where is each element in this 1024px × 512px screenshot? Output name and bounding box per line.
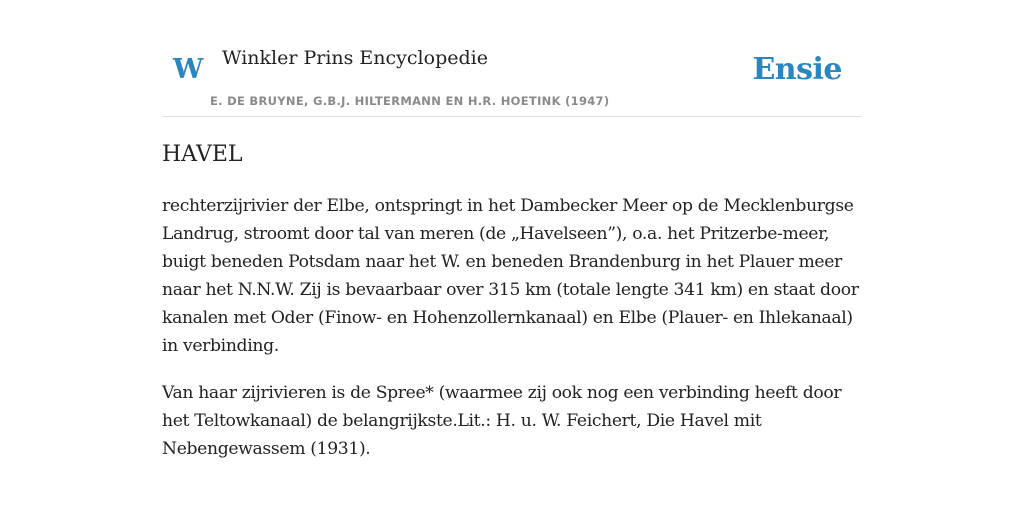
entry-paragraph: Van haar zijrivieren is de Spree* (waarmee zij ook nog een verbinding heeft door het Teltowkanaal) de belangrijkste.Lit.: H. u. W. Feichert, Die Havel mit Nebengewassem (1931).: [162, 383, 842, 459]
source-authors: E. DE BRUYNE, G.B.J. HILTERMANN EN H.R. HOETINK (1947): [210, 94, 610, 108]
source-logo[interactable]: W: [173, 54, 204, 85]
source-title-link[interactable]: Winkler Prins Encyclopedie: [222, 47, 488, 69]
entry-title: HAVEL: [162, 142, 243, 167]
entry-body: [162, 192, 862, 482]
source-header: [162, 0, 862, 117]
brand-logo[interactable]: Ensie: [752, 52, 842, 87]
entry-paragraph: rechterzijrivier der Elbe, ontspringt in het Dambecker Meer op de Mecklenburgse Landrug, stroomt door tal van meren (de „Havelseen”), o.a. het Pritzerbe-meer, buigt beneden Potsdam naar het W. en beneden Brandenburg in het Plauer meer naar het N.N.W. Zij is bevaarbaar over 315 km (totale lengte 341 km) en staat door kanalen met Oder (Finow- en Hohenzollernkanaal) en Elbe (Plauer- en Ihlekanaal) in verbinding.: [162, 196, 859, 356]
